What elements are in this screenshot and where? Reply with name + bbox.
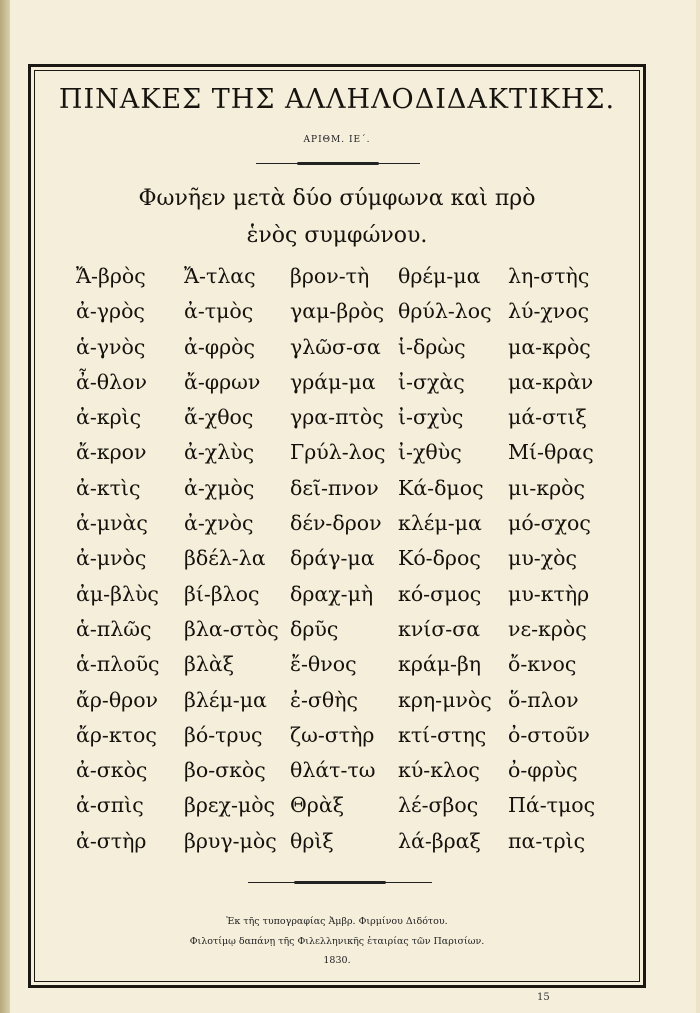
syllable-word: δρῦς — [290, 616, 339, 641]
syllable-word: ἀ-τμὸς — [184, 299, 254, 324]
syllable-word: κό-σμος — [398, 581, 482, 606]
table-row — [76, 582, 636, 617]
syllable-word: γρα-πτὸς — [290, 405, 384, 430]
syllable-word: μά-στιξ — [508, 405, 587, 430]
syllable-word: λέ-σβος — [398, 793, 479, 818]
table-row — [76, 370, 636, 405]
syllable-word: ἁ-γνὸς — [76, 334, 146, 359]
syllable-word: Ἄ-τλας — [184, 264, 256, 288]
syllable-word: βό-τρυς — [184, 722, 263, 747]
syllable-word: βλέμ-μα — [184, 687, 267, 712]
top-divider — [256, 162, 420, 165]
syllable-word: ἀ-μνὰς — [76, 511, 148, 536]
syllable-word: κράμ-βη — [398, 652, 482, 677]
syllable-word: ἐ-σθὴς — [290, 687, 359, 712]
syllable-word: ἄ-φρων — [184, 369, 261, 394]
syllable-word: γράμ-μα — [290, 369, 376, 394]
syllable-word: δραχ-μὴ — [290, 581, 374, 606]
syllable-word: βρυγ-μὸς — [184, 828, 277, 853]
table-row — [76, 299, 636, 334]
syllable-word: ἀ-χνὸς — [184, 511, 254, 536]
syllable-word: βρον-τὴ — [290, 264, 370, 288]
syllable-word: κύ-κλος — [398, 758, 480, 783]
syllable-word: λη-στὴς — [508, 264, 590, 288]
syllable-word: ζω-στὴρ — [290, 722, 375, 747]
syllable-word: βλὰξ — [184, 652, 234, 677]
syllable-word: θρέμ-μα — [398, 264, 481, 288]
syllable-word: βρεχ-μὸς — [184, 793, 276, 818]
syllable-word: ὀ-στοῦν — [508, 722, 590, 747]
syllable-word: Κά-δμος — [398, 475, 484, 500]
syllable-word: ἄρ-κτος — [76, 722, 157, 747]
syllable-word: κλέμ-μα — [398, 511, 482, 536]
syllable-word: ἆ-θλον — [76, 369, 147, 394]
syllable-word: ἀ-σκὸς — [76, 758, 148, 783]
syllable-word: δράγ-μα — [290, 546, 375, 571]
syllable-word: ἀμ-βλὺς — [76, 581, 159, 606]
syllable-word: Κό-δρος — [398, 546, 481, 571]
syllable-word: μι-κρὸς — [508, 475, 585, 500]
syllable-word: κρη-μνὸς — [398, 687, 492, 712]
syllable-word: θρύλ-λος — [398, 299, 492, 324]
syllable-word: ἀ-στὴρ — [76, 828, 147, 853]
table-row — [76, 476, 636, 511]
page-title: ΠΙΝΑΚΕΣ ΤΗΣ ΑΛΛΗΛΟΔΙΔΑΚΤΙΚΗΣ. — [58, 84, 616, 115]
syllable-word: θρὶξ — [290, 828, 334, 853]
syllable-word: ὅ-πλον — [508, 687, 579, 712]
syllable-word: ἁ-πλοῦς — [76, 652, 160, 677]
syllable-word: Γρύλ-λος — [290, 440, 386, 465]
syllable-word: κτί-στης — [398, 722, 487, 747]
syllable-word: λύ-χνος — [508, 299, 590, 324]
syllable-word: μα-κρὸς — [508, 334, 591, 359]
syllable-word: πα-τρὶς — [508, 828, 586, 853]
syllable-word: ἀ-σπὶς — [76, 793, 144, 818]
imprint-line: Ἐκ τῆς τυπογραφίας Ἀμβρ. Φιρμίνου Διδότου. — [226, 916, 448, 927]
syllable-word: βδέλ-λα — [184, 546, 266, 571]
heading-line: ἑνὸς συμφώνου. — [246, 223, 428, 248]
syllable-word: ὀ-φρὺς — [508, 758, 578, 783]
table-row — [76, 617, 636, 652]
syllable-word: ἀ-φρὸς — [184, 334, 255, 359]
imprint-year: 1830. — [323, 955, 351, 966]
table-row — [76, 688, 636, 723]
syllable-word: μυ-χὸς — [508, 546, 577, 571]
syllable-word: ἱ-δρὼς — [398, 334, 466, 359]
table-row — [76, 793, 636, 828]
syllable-word: ἀ-μνὸς — [76, 546, 147, 571]
syllable-word: βο-σκὸς — [184, 758, 266, 783]
syllable-word: δεῖ-πνον — [290, 475, 379, 500]
syllable-word: μυ-κτὴρ — [508, 581, 590, 606]
bottom-divider — [248, 881, 432, 884]
table-row — [76, 829, 636, 864]
syllable-word: ἀ-χμὸς — [184, 475, 255, 500]
syllable-word: γαμ-βρὸς — [290, 299, 385, 324]
syllable-word: βί-βλος — [184, 581, 260, 606]
table-row — [76, 440, 636, 475]
page-number: 15 — [537, 992, 550, 1003]
syllable-word: ἔ-θνος — [290, 652, 357, 677]
table-row — [76, 405, 636, 440]
syllable-word: μα-κρὰν — [508, 369, 594, 394]
syllable-word: Ἄ-βρὸς — [76, 264, 146, 288]
table-row — [76, 335, 636, 370]
syllable-word: ἁ-πλῶς — [76, 616, 152, 641]
heading-line: Φωνῆεν μετὰ δύο σύμφωνα καὶ πρὸ — [138, 186, 536, 211]
syllable-word: ἀ-χλὺς — [184, 440, 255, 465]
syllable-word: κνίσ-σα — [398, 616, 481, 641]
syllable-word: νε-κρὸς — [508, 616, 587, 641]
syllable-table — [76, 264, 636, 864]
table-row — [76, 652, 636, 687]
syllable-word: ἀ-κτὶς — [76, 475, 141, 500]
syllable-word: ἰ-σχὺς — [398, 405, 464, 430]
syllable-word: ἰ-χθὺς — [398, 440, 462, 465]
syllable-word: ἀ-γρὸς — [76, 299, 145, 324]
table-row — [76, 264, 636, 299]
syllable-word: δέν-δρον — [290, 511, 382, 536]
lesson-heading — [34, 180, 640, 254]
syllable-word: μό-σχος — [508, 511, 591, 536]
syllable-word: ἄ-κρον — [76, 440, 147, 465]
table-row — [76, 758, 636, 793]
syllable-word: βλα-στὸς — [184, 616, 279, 641]
syllable-word: ἄρ-θρον — [76, 687, 159, 712]
binding-edge — [0, 0, 10, 1013]
syllable-word: θλάτ-τω — [290, 758, 376, 783]
syllable-word: Θρὰξ — [290, 793, 344, 818]
syllable-word: ἰ-σχὰς — [398, 369, 465, 394]
table-row — [76, 511, 636, 546]
syllable-word: Μί-θρας — [508, 440, 594, 465]
table-row — [76, 546, 636, 581]
table-row — [76, 723, 636, 758]
table-number: ΑΡΙΘΜ. ΙΕ΄. — [303, 135, 371, 145]
syllable-word: Πά-τμος — [508, 793, 596, 818]
syllable-word: ἄ-χθος — [184, 405, 254, 430]
syllable-word: ἀ-κρὶς — [76, 405, 142, 430]
imprint-line: Φιλοτίμῳ δαπάνῃ τῆς Φιλελληνικῆς ἑταιρίας τῶν Παρισίων. — [189, 936, 485, 947]
syllable-word: ὄ-κνος — [508, 652, 577, 677]
syllable-word: γλῶσ-σα — [290, 334, 381, 359]
syllable-word: λά-βραξ — [398, 828, 481, 853]
